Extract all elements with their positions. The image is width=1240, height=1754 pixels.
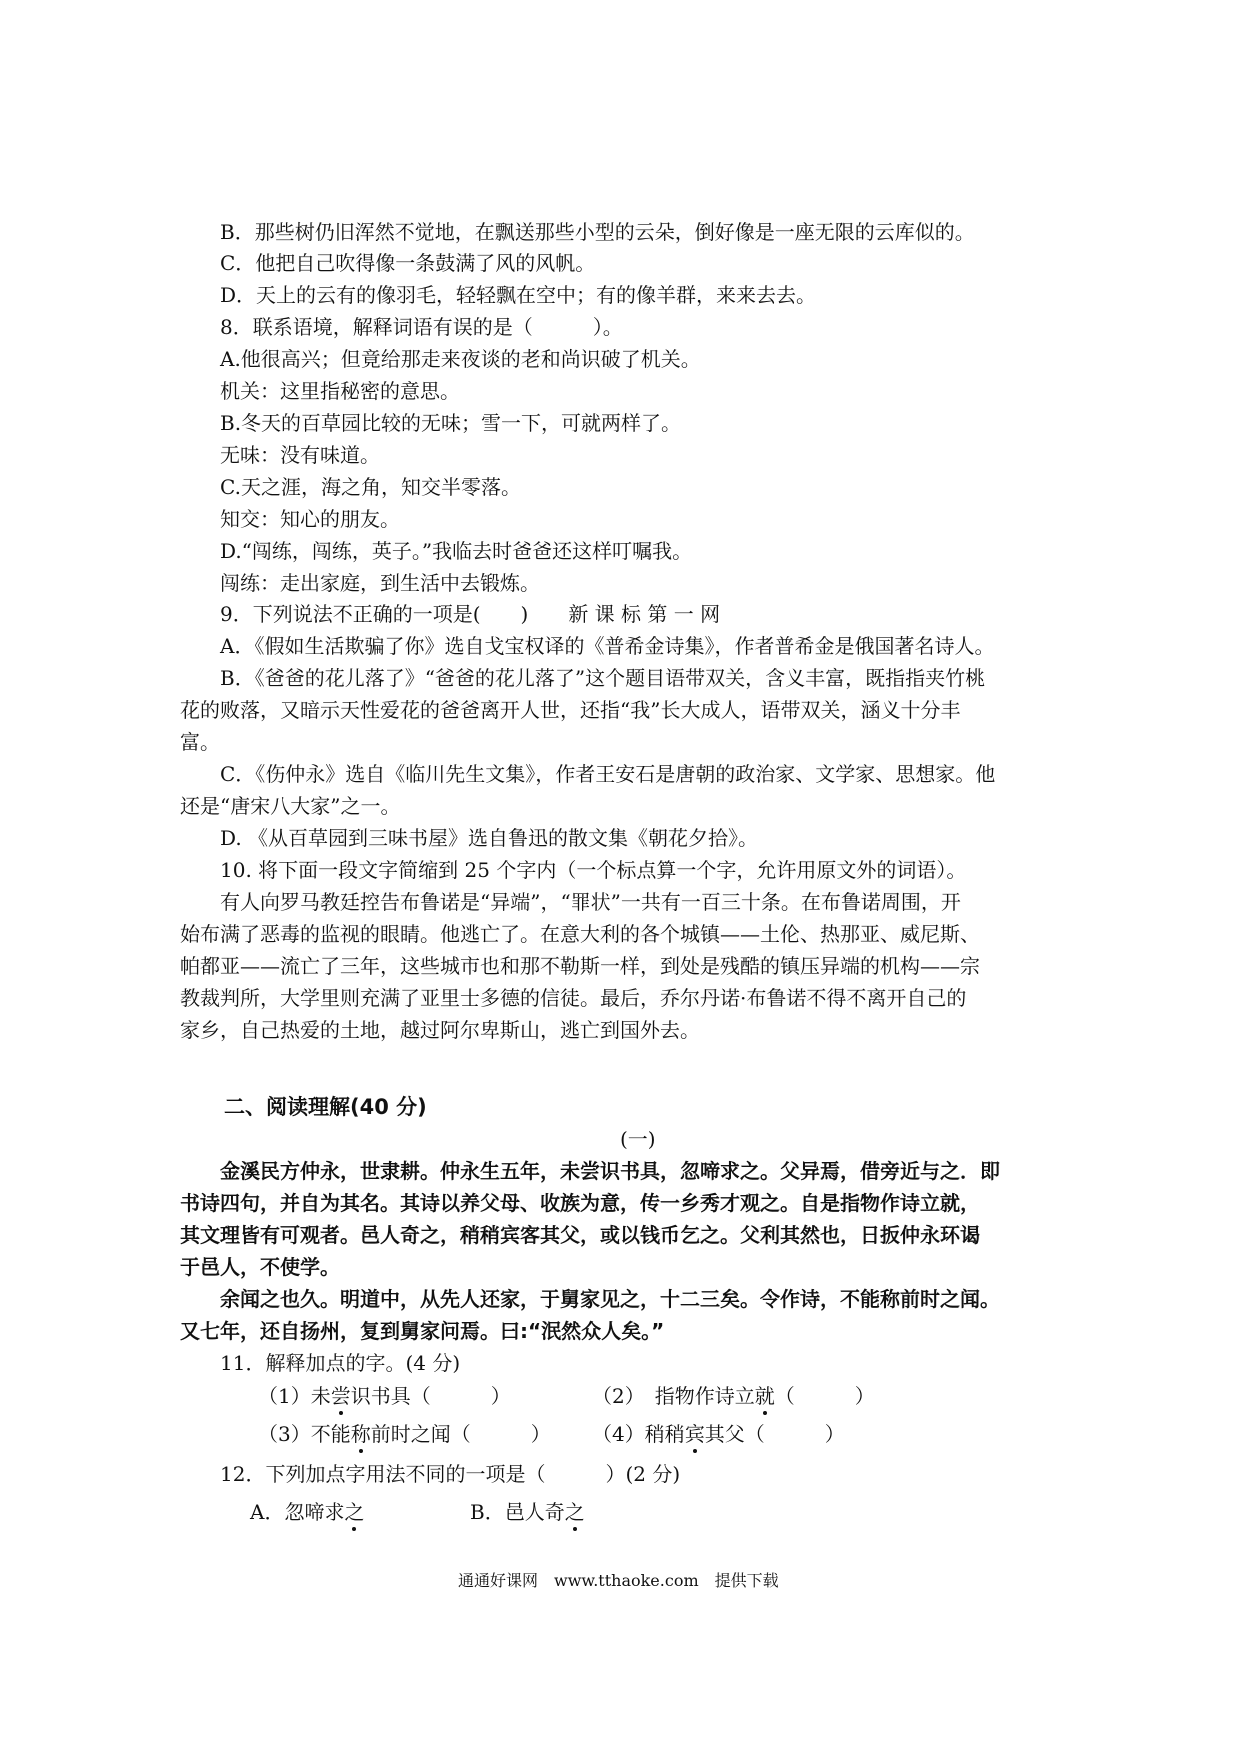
option-d-line: D．天上的云有的像羽毛，轻轻飘在空中；有的像羊群，来来去去。 [220,283,817,307]
q9-option-d: D. 《从百草园到三味书屋》选自鲁迅的散文集《朝花夕拾》。 [220,826,759,850]
footer-source: 通通好课网 www.tthaoke.com 提供下载 [458,1571,779,1590]
q11-item-4-rest: 其父（ ） [704,1422,845,1446]
q11-item-2-rest: （ ） [774,1384,875,1408]
q9-option-b-end: 富。 [180,730,220,754]
q12-option-a [250,1499,364,1525]
question-9: 9．下列说法不正确的一项是( ) 新 课 标 第 一 网 [220,602,721,626]
passage-line: 于邑人，不使学。 [180,1255,340,1279]
q10-passage-line: 帕都亚——流亡了三年，这些城市也和那不勒斯一样，到处是残酷的镇压异端的机构——宗 [180,954,980,978]
passage-number: (一) [620,1127,656,1151]
q8-option-a: A.他很高兴；但竟给那走来夜谈的老和尚识破了机关。 [220,347,701,371]
option-b-line: B．那些树仍旧浑然不觉地，在飘送那些小型的云朵，倒好像是一座无限的云库似的。 [220,220,975,244]
q11-item-3-prefix: （3）不能 [258,1422,351,1446]
q11-item-1 [258,1383,511,1409]
q11-item-3-rest: 前时之闻（ ） [370,1422,551,1446]
q12-option-a-prefix: A．忽啼求 [250,1500,345,1524]
q11-item-4 [592,1421,845,1447]
passage-line: 金溪民方仲永，世隶耕。仲永生五年，未尝识书具，忽啼求之。父异焉，借旁近与之．即 [220,1159,1000,1183]
question-8: 8．联系语境，解释词语有误的是（ ）。 [220,315,623,339]
q11-item-4-prefix: （4）稍稍 [592,1422,685,1446]
q10-passage-line: 教裁判所，大学里则充满了亚里士多德的信徒。最后，乔尔丹诺·布鲁诺不得不离开自己的 [180,986,967,1010]
q8-option-c-note: 知交：知心的朋友。 [220,507,400,531]
q8-option-b: B.冬天的百草园比较的无味；雪一下，可就两样了。 [220,411,682,435]
passage-line: 其文理皆有可观者。邑人奇之，稍稍宾客其父，或以钱币乞之。父利其然也，日扳仲永环谒 [180,1223,980,1247]
question-12: 12．下列加点字用法不同的一项是（ ）(2 分) [220,1462,681,1486]
passage-line: 书诗四句，并自为其名。其诗以养父母、收族为意，传一乡秀才观之。自是指物作诗立就， [180,1191,980,1215]
q9-option-c: C．《伤仲永》选自《临川先生文集》，作者王安石是唐朝的政治家、文学家、思想家。他 [220,762,996,786]
dotted-char: 之 [344,1500,365,1524]
dotted-char: 宾 [684,1422,705,1446]
q11-item-2-prefix: （2） 指物作诗立 [592,1384,755,1408]
q8-option-d: D.“闯练，闯练，英子。”我临去时爸爸还这样叮嘱我。 [220,539,693,563]
q9-option-b-cont: 花的败落，又暗示天性爱花的爸爸离开人世，还指“我”长大成人，语带双关，涵义十分丰 [180,698,961,722]
passage-line: 余闻之也久。明道中，从先人还家，于舅家见之，十二三矣。令作诗，不能称前时之闻。 [220,1287,1000,1311]
dotted-char: 称 [350,1422,371,1446]
q10-passage-line: 家乡，自己热爱的土地，越过阿尔卑斯山，逃亡到国外去。 [180,1018,700,1042]
q8-option-b-note: 无味：没有味道。 [220,443,380,467]
q11-item-2 [592,1383,875,1409]
question-10: 10. 将下面一段文字简缩到 25 个字内（一个标点算一个字，允许用原文外的词语）。 [220,858,967,882]
q11-item-1-rest: 识书具（ ） [350,1384,511,1408]
q11-item-1-prefix: （1）未 [258,1384,331,1408]
dotted-char: 之 [564,1500,585,1524]
question-11: 11．解释加点的字。(4 分) [220,1351,461,1375]
q10-passage-line: 始布满了恶毒的监视的眼睛。他逃亡了。在意大利的各个城镇——土伦、热那亚、威尼斯、 [180,922,980,946]
q10-passage-line: 有人向罗马教廷控告布鲁诺是“异端”，“罪状”一共有一百三十条。在布鲁诺周围，开 [220,890,961,914]
q9-option-c-cont: 还是“唐宋八大家”之一。 [180,794,401,818]
q12-option-b [470,1499,585,1525]
section-heading: 二、阅读理解(40 分) [224,1095,427,1119]
q11-item-3 [258,1421,551,1447]
q12-option-b-prefix: B．邑人奇 [470,1500,565,1524]
dotted-char: 尝 [330,1384,351,1408]
q8-option-d-note: 闯练：走出家庭，到生活中去锻炼。 [220,571,540,595]
q9-option-b: B．《爸爸的花儿落了》“爸爸的花儿落了”这个题目语带双关，含义丰富，既指指夹竹桃 [220,666,986,690]
option-c-line: C．他把自己吹得像一条鼓满了风的风帆。 [220,251,596,275]
q8-option-a-note: 机关：这里指秘密的意思。 [220,379,460,403]
q9-option-a: A．《假如生活欺骗了你》选自戈宝权译的《普希金诗集》，作者普希金是俄国著名诗人。 [220,634,995,658]
dotted-char: 就 [754,1384,775,1408]
passage-line: 又七年，还自扬州，复到舅家问焉。曰:“泯然众人矣。” [180,1319,665,1343]
q8-option-c: C.天之涯，海之角，知交半零落。 [220,475,521,499]
